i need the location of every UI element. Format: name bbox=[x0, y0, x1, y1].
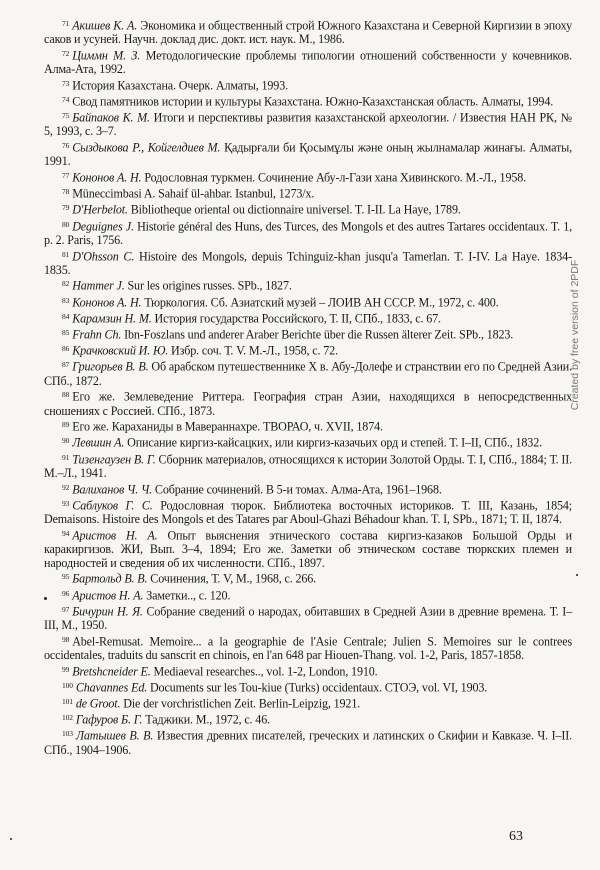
reference-number: 100 bbox=[62, 680, 73, 690]
reference-entry bbox=[44, 587, 572, 603]
reference-number: 72 bbox=[62, 48, 70, 58]
reference-entry bbox=[44, 139, 572, 169]
reference-entry bbox=[44, 326, 572, 342]
reference-text: Ibn-Foszlans und anderer Araber Berichte über die Russen älterer Zeit. SPb., 1823. bbox=[124, 327, 514, 342]
reference-entry bbox=[44, 277, 572, 293]
reference-entry bbox=[44, 663, 572, 679]
reference-author: D'Herbelot. bbox=[72, 202, 128, 217]
reference-entry bbox=[44, 497, 572, 527]
reference-author: Deguignes J. bbox=[72, 219, 134, 234]
reference-number: 92 bbox=[62, 482, 70, 492]
reference-author: Frahn Ch. bbox=[72, 327, 122, 342]
reference-text: Об арабском путешественнике Х в. Абу-Долефе и странствии его по Средней Азии. СПб., 1872. bbox=[44, 359, 572, 388]
scan-speck bbox=[44, 597, 47, 600]
reference-number: 99 bbox=[62, 664, 70, 674]
reference-number: 81 bbox=[62, 249, 70, 259]
reference-author: Байпаков К. М. bbox=[72, 110, 150, 125]
reference-author: Бартольд В. В. bbox=[72, 571, 148, 586]
reference-text: Abel-Remusat. Memoire... a la geographie de l'Asie Centrale; Julien S. Memoires sur le contrees occidentales, traduits du sanscrit en chinois, en l'an 648 par Hiouen-Thang. vol. 1-2, Paris, 1857-1858. bbox=[44, 634, 572, 662]
reference-author: Аристов Н. А. bbox=[72, 588, 144, 603]
reference-number: 102 bbox=[62, 713, 73, 723]
reference-entry bbox=[44, 711, 572, 727]
watermark: Created by free version of 2PDF bbox=[569, 259, 581, 411]
reference-number: 97 bbox=[62, 604, 70, 614]
reference-number: 84 bbox=[62, 311, 70, 321]
reference-author: Bretshcneider E. bbox=[72, 664, 151, 679]
reference-author: D'Ohsson C. bbox=[72, 249, 135, 264]
reference-entry bbox=[44, 109, 572, 139]
reference-entry bbox=[44, 77, 572, 93]
reference-number: 101 bbox=[62, 696, 73, 706]
reference-entry bbox=[44, 47, 572, 77]
reference-number: 79 bbox=[62, 203, 70, 213]
reference-author: Латышев В. В. bbox=[75, 728, 154, 743]
reference-number: 78 bbox=[62, 187, 70, 197]
scan-speck bbox=[10, 838, 12, 840]
reference-text: Sur les origines russes. SPb., 1827. bbox=[127, 278, 292, 293]
reference-entry bbox=[44, 201, 572, 217]
reference-number: 91 bbox=[62, 452, 70, 462]
reference-text: Родословная туркмен. Сочинение Абу-л-Гази хана Хивинского. М.-Л., 1958. bbox=[144, 170, 527, 185]
reference-number: 73 bbox=[62, 78, 70, 88]
reference-author: Саблуков Г. С. bbox=[72, 498, 153, 513]
reference-entry bbox=[44, 17, 572, 47]
reference-author: Тизенгаузен В. Г. bbox=[72, 452, 156, 467]
reference-number: 75 bbox=[62, 111, 70, 121]
reference-entry bbox=[44, 633, 572, 663]
reference-entry bbox=[44, 310, 572, 326]
reference-entry bbox=[44, 481, 572, 497]
reference-number: 71 bbox=[62, 19, 70, 28]
reference-author: Hammer J. bbox=[72, 278, 125, 293]
reference-author: Григорьев В. В. bbox=[72, 359, 149, 374]
reference-author: Гафуров Б. Г. bbox=[75, 712, 143, 727]
reference-text: Описание киргиз-кайсацких, или киргиз-казачьих орд и степей. Т. I–II, СПб., 1832. bbox=[127, 435, 542, 450]
reference-entry bbox=[44, 248, 572, 278]
reference-entry bbox=[44, 695, 572, 711]
reference-author: Аристов Н. А. bbox=[72, 528, 158, 543]
reference-text: Свод памятников истории и культуры Казахстана. Южно-Казахстанская область. Алматы, 1994. bbox=[72, 94, 554, 109]
reference-entry bbox=[44, 388, 572, 418]
reference-text: Заметки.., с. 120. bbox=[146, 588, 231, 603]
reference-entry bbox=[44, 727, 572, 757]
reference-author: de Groot. bbox=[75, 696, 121, 711]
reference-author: Левшин А. bbox=[72, 435, 125, 450]
reference-text: Documents sur les Tou-kiue (Turks) occidentaux. СТОЭ, vol. VI, 1903. bbox=[149, 680, 488, 695]
reference-text: Die der vorchristlichen Zeit. Berlin-Leipzig, 1921. bbox=[123, 696, 361, 711]
reference-entry bbox=[44, 603, 572, 633]
reference-number: 86 bbox=[62, 344, 70, 354]
reference-author: Chavannes Ed. bbox=[75, 680, 148, 695]
reference-entry bbox=[44, 434, 572, 450]
reference-text: Избр. соч. Т. V. М.-Л., 1958, с. 72. bbox=[171, 343, 338, 358]
reference-entry bbox=[44, 294, 572, 310]
reference-author: Акишев К. А. bbox=[72, 18, 138, 33]
reference-author: Крачковский И. Ю. bbox=[72, 343, 169, 358]
reference-entry bbox=[44, 218, 572, 248]
reference-entry bbox=[44, 418, 572, 434]
reference-list bbox=[44, 17, 572, 757]
reference-text: Histoire des Mongols, depuis Tchinguiz-khan jusqu'a Tamerlan. T. I-IV. La Haye. 1834-1835. bbox=[44, 249, 572, 277]
reference-entry bbox=[44, 451, 572, 481]
reference-number: 94 bbox=[62, 528, 70, 538]
page-number: 63 bbox=[509, 829, 523, 844]
reference-author: Валиханов Ч. Ч. bbox=[72, 482, 153, 497]
reference-entry bbox=[44, 185, 572, 201]
reference-entry bbox=[44, 679, 572, 695]
reference-text: История Казахстана. Очерк. Алматы, 1993. bbox=[72, 78, 288, 93]
reference-number: 96 bbox=[62, 588, 70, 598]
reference-number: 83 bbox=[62, 295, 70, 305]
reference-text: Müneccimbasi A. Sahaif ül-ahbar. Istanbul, 1273/x. bbox=[72, 186, 315, 201]
reference-number: 85 bbox=[62, 328, 70, 338]
reference-text: Тюркология. Сб. Азиатский музей – ЛОИВ АН СССР. М., 1972, с. 400. bbox=[144, 295, 499, 310]
reference-text: Опыт выяснения этнического состава киргиз-казаков Большой Орды и каракиргизов. ЖИ, Вып. 3–4, 1894; Его же. Заметки об этническом составе тюркских племен и народностей и сведения об их численности. СПб., 1897. bbox=[44, 528, 572, 570]
reference-number: 74 bbox=[62, 95, 70, 105]
reference-number: 90 bbox=[62, 436, 70, 446]
reference-number: 95 bbox=[62, 572, 70, 582]
reference-author: Бичурин Н. Я. bbox=[72, 604, 143, 619]
reference-text: Қадырғали би Қосымұлы және оның жылнамалар жинағы. Алматы, 1991. bbox=[44, 140, 572, 169]
reference-text: Экономика и общественный строй Южного Казахстана и Северной Киргизии в эпоху саков и усуней. Научн. доклад дис. докт. ист. наук. М., 1986. bbox=[44, 18, 572, 47]
reference-entry bbox=[44, 342, 572, 358]
reference-author: Сыздыкова Р., Койгелдиев М. bbox=[72, 140, 221, 155]
reference-number: 82 bbox=[62, 279, 70, 289]
reference-number: 89 bbox=[62, 420, 70, 430]
reference-entry bbox=[44, 527, 572, 571]
reference-number: 80 bbox=[62, 219, 70, 229]
reference-author: Циммн М. З. bbox=[72, 48, 141, 63]
reference-text: Таджики. М., 1972, с. 46. bbox=[145, 712, 270, 727]
reference-text: Mediaeval researches.., vol. 1-2, London, 1910. bbox=[153, 664, 378, 679]
reference-text: История государства Российского, Т. II, СПб., 1833, с. 67. bbox=[154, 311, 441, 326]
reference-text: Известия древних писателей, греческих и латинских о Скифии и Кавказе. Ч. I–II. СПб., 1904–1906. bbox=[44, 728, 573, 757]
scan-speck bbox=[576, 574, 578, 576]
reference-text: Методологические проблемы типологии отношений собственности у кочевников. Алма-Ата, 1992. bbox=[44, 48, 572, 77]
reference-number: 98 bbox=[62, 634, 70, 644]
reference-number: 77 bbox=[62, 171, 70, 181]
reference-text: Сочинения, Т. V, М., 1968, с. 266. bbox=[150, 571, 317, 586]
reference-number: 93 bbox=[62, 498, 70, 508]
reference-text: Его же. Караханиды в Мавераннахре. ТВОРАО, ч. XVII, 1874. bbox=[72, 419, 383, 434]
reference-entry bbox=[44, 93, 572, 109]
reference-author: Кононов А. Н. bbox=[72, 295, 142, 310]
reference-number: 76 bbox=[62, 141, 70, 151]
reference-text: Родословная тюрок. Библиотека восточных историков. Т. III, Казань, 1854; Demaisons. Histoire des Mongols et des Tatares par Aboul-Ghazi Béhadour khan. T. I, SPb., 1871; Т. II, 1874. bbox=[44, 498, 572, 526]
reference-entry bbox=[44, 169, 572, 185]
reference-text: Bibliotheque oriental ou dictionnaire universel. T. I-II. La Haye, 1789. bbox=[130, 202, 461, 217]
reference-text: Его же. Землеведение Риттера. География стран Азии, находящихся в непосредственных сношениях с Россией. СПб., 1873. bbox=[44, 389, 572, 418]
reference-number: 87 bbox=[62, 360, 70, 370]
reference-entry bbox=[44, 570, 572, 586]
reference-number: 88 bbox=[62, 390, 70, 400]
reference-text: Historie général des Huns, des Turces, des Mongols et des autres Tartares occidentaux. T. 1, p. 2. Paris, 1756. bbox=[44, 219, 573, 247]
reference-author: Кононов А. Н. bbox=[72, 170, 142, 185]
reference-author: Карамзин Н. М. bbox=[72, 311, 152, 326]
reference-text: Итоги и перспективы развития казахстанской археологии. / Известия НАН РК, № 5, 1993, с. 3–7. bbox=[44, 110, 572, 139]
reference-text: Собрание сведений о народах, обитавших в Средней Азии в древние времена. Т. I–III, М., 1950. bbox=[44, 604, 573, 632]
reference-text: Сборник материалов, относящихся к истории Золотой Орды. Т. I, СПб., 1884; Т. II. М.–Л., 1941. bbox=[44, 452, 572, 480]
reference-entry bbox=[44, 358, 572, 388]
reference-text: Собрание сочинений. В 5-и томах. Алма-Ата, 1961–1968. bbox=[154, 482, 442, 497]
reference-number: 103 bbox=[62, 729, 73, 739]
